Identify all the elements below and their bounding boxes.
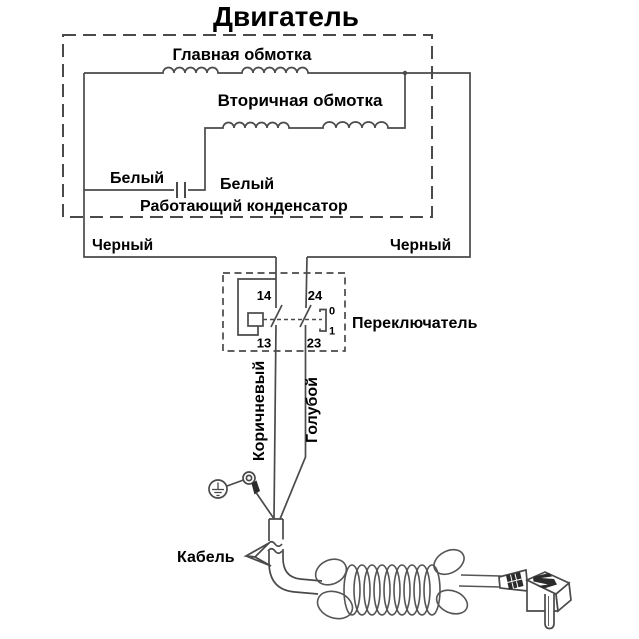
sheath-bend-outer bbox=[269, 551, 318, 594]
relay-coil-icon bbox=[248, 313, 263, 326]
earth-symbol-icon bbox=[212, 483, 224, 496]
switch-label: Переключатель bbox=[352, 315, 478, 332]
leader-arrow-up bbox=[246, 543, 269, 557]
cord-turn bbox=[414, 565, 430, 615]
ring-terminal-icon bbox=[243, 472, 255, 484]
cable-sheath bbox=[268, 519, 322, 594]
ground-link-line bbox=[227, 480, 244, 486]
run-capacitor-symbol bbox=[177, 182, 185, 198]
white-wire-label-left: Белый bbox=[110, 170, 165, 187]
junction-dot bbox=[403, 71, 407, 75]
position-bracket-icon bbox=[320, 310, 326, 332]
cable-label: Кабель bbox=[177, 549, 235, 566]
position-0-label: 0 bbox=[329, 305, 336, 318]
ground-assembly bbox=[209, 472, 274, 518]
coiled-cord bbox=[311, 545, 501, 624]
cord-loop bbox=[430, 545, 469, 579]
blue-wire bbox=[280, 257, 307, 519]
ground-wire bbox=[256, 493, 274, 519]
contact-right-icon bbox=[300, 305, 311, 327]
black-wire-label-right: Черный bbox=[390, 237, 452, 254]
brown-wire bbox=[274, 257, 276, 519]
secondary-winding-label: Вторичная обмотка bbox=[217, 91, 383, 110]
power-plug bbox=[499, 570, 571, 629]
white-wire-label-right: Белый bbox=[220, 176, 275, 193]
terminal-24: 24 bbox=[307, 288, 323, 303]
diagram-title: Двигатель bbox=[213, 1, 359, 32]
ring-terminal-hole bbox=[246, 475, 251, 480]
black-wire-label-left: Черный bbox=[92, 237, 154, 254]
cord-turn bbox=[404, 565, 420, 615]
terminal-23: 23 bbox=[306, 335, 322, 351]
blue-wire-label: Голубой bbox=[304, 377, 321, 443]
terminal-13: 13 bbox=[256, 335, 272, 351]
position-1-label: 1 bbox=[329, 325, 336, 338]
cable-leader bbox=[246, 543, 271, 566]
cord-turn bbox=[394, 565, 410, 615]
brown-wire-label: Коричневый bbox=[251, 360, 268, 462]
cord-turn bbox=[384, 565, 400, 615]
cord-turn bbox=[364, 565, 380, 615]
switch-symbol bbox=[223, 273, 345, 351]
cord-turn bbox=[424, 565, 440, 615]
cord-turn bbox=[354, 565, 370, 615]
contact-left-icon bbox=[271, 305, 282, 327]
sheath-top bbox=[269, 519, 283, 541]
sheath-break bbox=[268, 542, 282, 554]
terminal-14: 14 bbox=[256, 288, 272, 303]
leader-arrow-down bbox=[246, 556, 271, 566]
supply-wires bbox=[274, 257, 307, 519]
cord-turn bbox=[374, 565, 390, 615]
plug-pin bbox=[545, 594, 554, 629]
capacitor-label: Работающий конденсатор bbox=[140, 198, 348, 215]
cord-to-plug bbox=[459, 575, 501, 587]
cord-loop bbox=[314, 587, 357, 624]
main-winding-label: Главная обмотка bbox=[172, 46, 312, 64]
